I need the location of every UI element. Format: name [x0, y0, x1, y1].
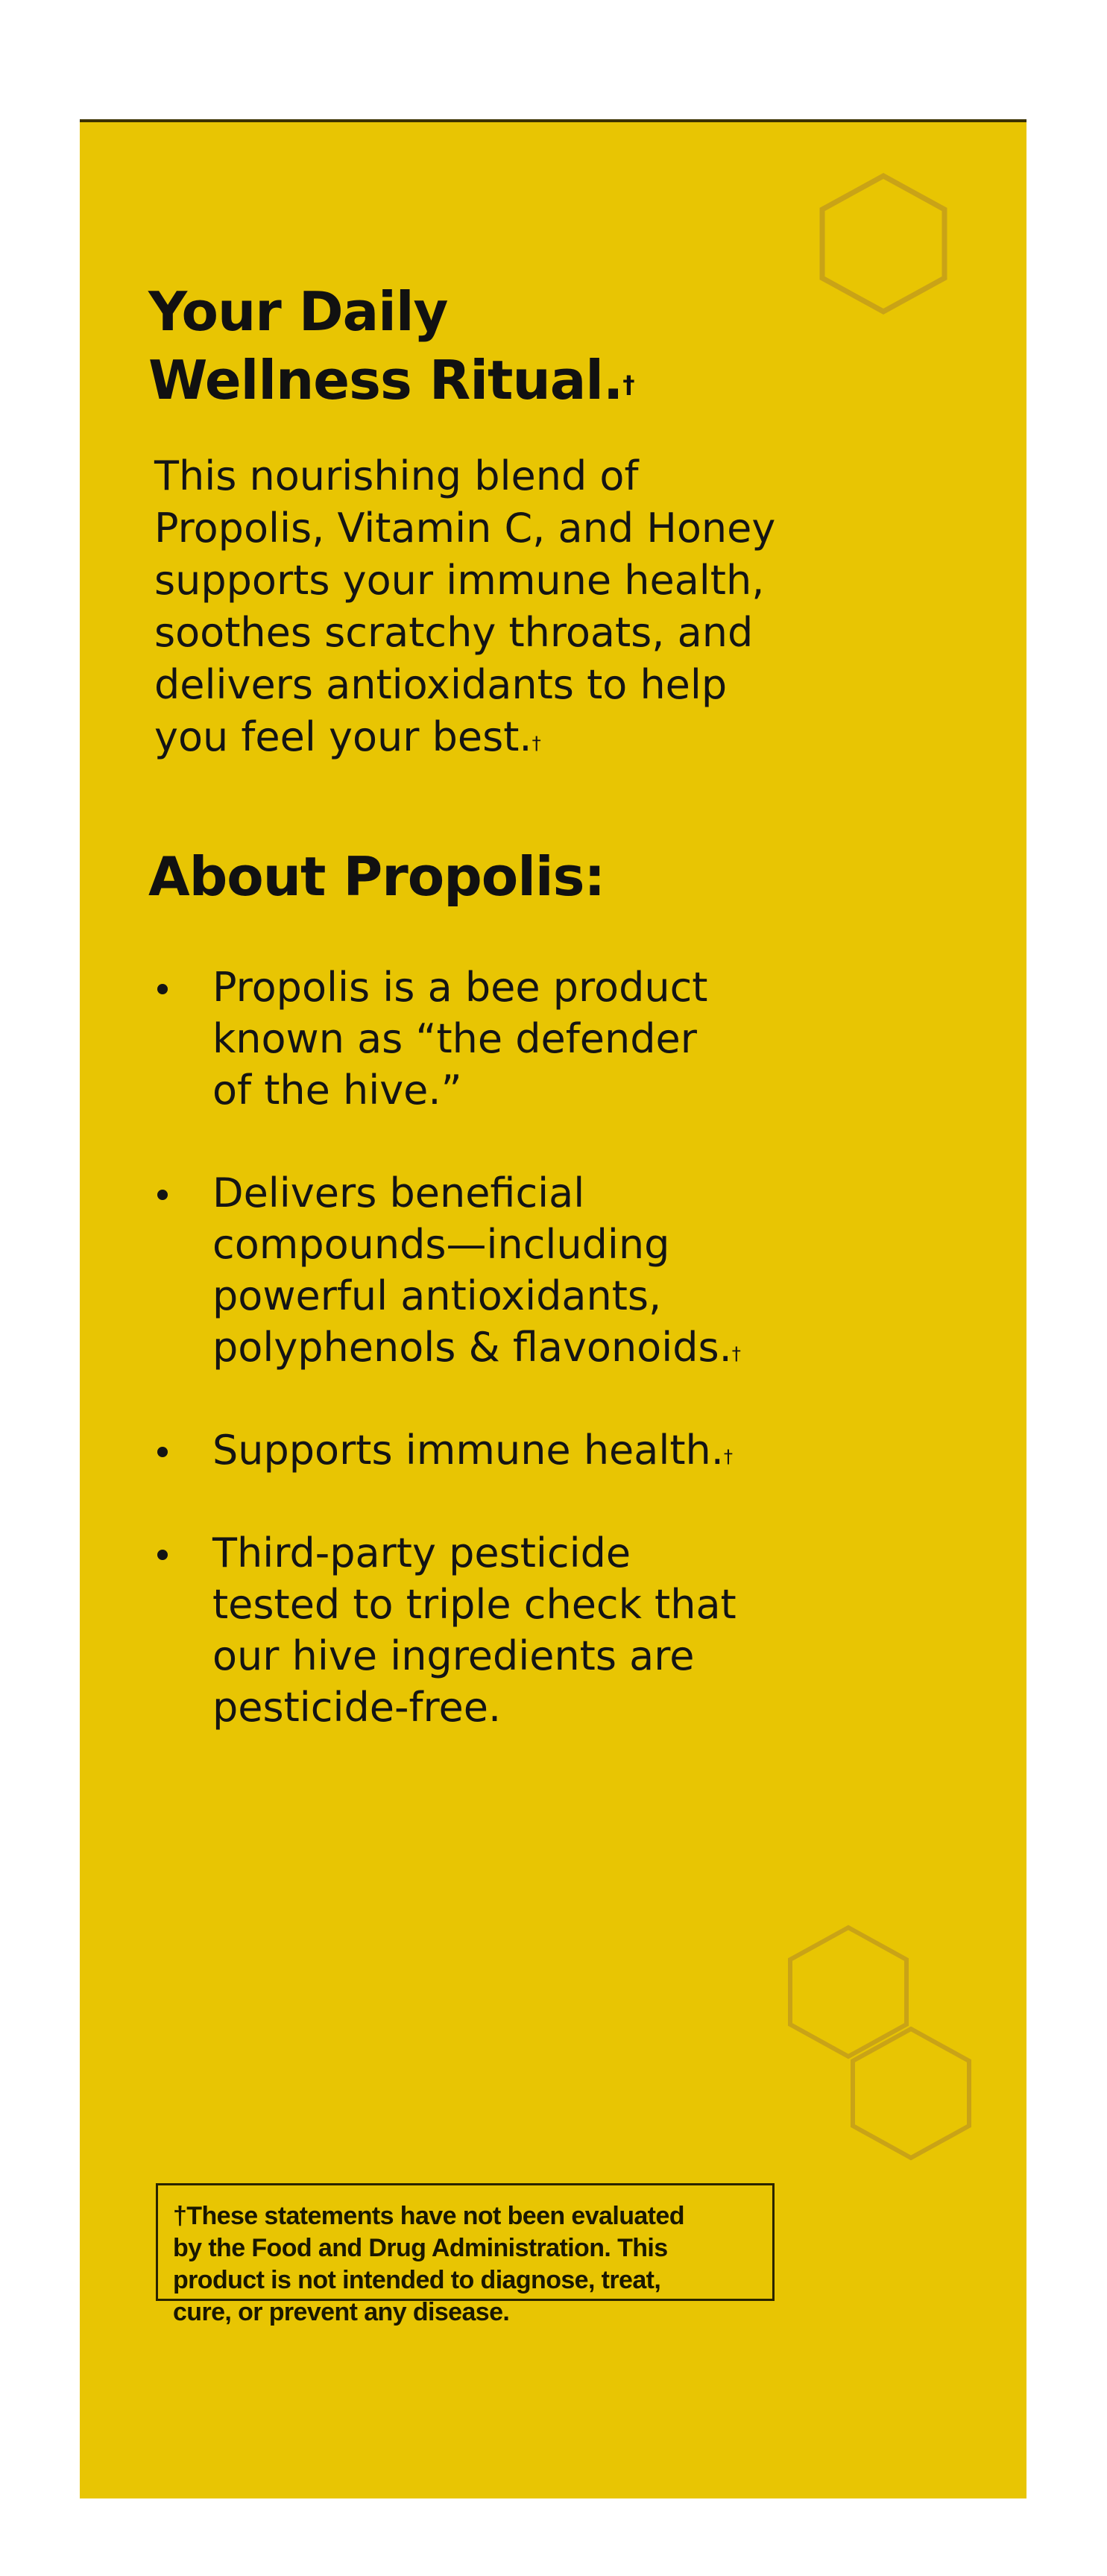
list-item	[154, 1167, 937, 1373]
intro-line: This nourishing blend of	[154, 452, 639, 499]
intro-line: Propolis, Vitamin C, and Honey	[154, 505, 776, 552]
page-title	[148, 277, 894, 414]
bullet-line: our hive ingredients are	[212, 1632, 695, 1679]
bullet-line: known as “the defender	[212, 1015, 697, 1062]
bullet-dagger-mark: †	[731, 1342, 741, 1364]
disclaimer-line: cure, or prevent any disease.	[173, 2298, 510, 2326]
bullet-line: pesticide-free.	[212, 1684, 502, 1731]
disclaimer-line: product is not intended to diagnose, treat,	[173, 2266, 661, 2294]
list-item	[154, 1527, 937, 1733]
bullet-line: tested to triple check that	[212, 1581, 737, 1628]
bullet-line: Delivers beneficial	[212, 1169, 585, 1216]
bullet-dagger-mark: †	[723, 1445, 734, 1467]
intro-line: soothes scratchy throats, and	[154, 609, 754, 656]
title-line-2: Wellness Ritual.	[148, 349, 623, 411]
disclaimer-line: by the Food and Drug Administration. This	[173, 2234, 668, 2262]
bullet-line: compounds—including	[212, 1221, 670, 1268]
bullet-line: of the hive.”	[212, 1067, 462, 1114]
bullet-line: powerful antioxidants,	[212, 1272, 662, 1319]
fda-disclaimer-box	[156, 2183, 775, 2326]
bullet-line: Supports immune health.	[212, 1427, 724, 1474]
intro-line: supports your immune health,	[154, 557, 765, 604]
list-item	[154, 1424, 937, 1476]
bullet-line: Third-party pesticide	[212, 1530, 631, 1576]
title-line-1: Your Daily	[148, 280, 448, 343]
intro-line: you feel your best.	[154, 713, 532, 760]
disclaimer-line: †These statements have not been evaluated	[173, 2202, 684, 2230]
bullet-line: Propolis is a bee product	[212, 964, 708, 1011]
intro-dagger-mark: †	[532, 732, 541, 754]
title-dagger-mark: †	[622, 370, 634, 399]
intro-text	[154, 450, 930, 763]
intro-line: delivers antioxidants to help	[154, 661, 728, 708]
section-title: About Propolis:	[148, 845, 605, 908]
list-item	[154, 962, 937, 1116]
double-hexagon-outline-icon	[784, 1923, 985, 2176]
bullet-list	[154, 962, 937, 1784]
bullet-line: polyphenols & flavonoids.	[212, 1324, 732, 1371]
